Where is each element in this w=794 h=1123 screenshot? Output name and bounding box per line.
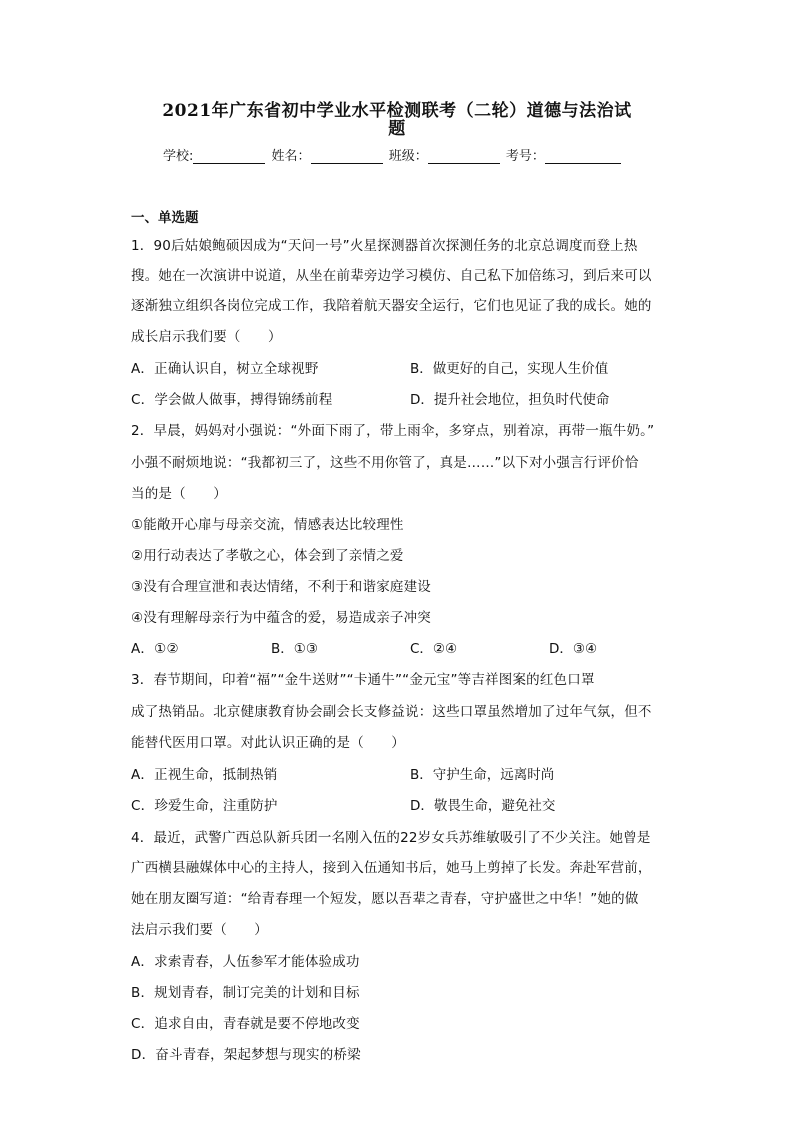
q4-option-a: A．求索青春，人伍参军才能体验成功 [131, 954, 360, 970]
q3-stem-line3: 能替代医用口罩。对此认识正确的是（ ） [131, 735, 405, 751]
q1-option-c: C．学会做人做事，搏得锦绣前程 [131, 392, 333, 408]
q4-stem-line4: 法启示我们要（ ） [131, 922, 268, 938]
q4-stem-line3: 她在朋友圈写道：“给青春理一个短发，愿以吾辈之青春，守护盛世之中华！”她的做 [131, 891, 639, 907]
q4-stem-line2: 广西横县融媒体中心的主持人，接到入伍通知书后，她马上剪掉了长发。奔赴军营前， [131, 860, 652, 876]
q2-option-a: A．①② [131, 641, 179, 657]
school-label: 学校: [163, 149, 194, 164]
number-field[interactable] [545, 149, 621, 164]
q3-stem-line2: 成了热销品。北京健康教育协会副会长支修益说：这些口罩虽然增加了过年气氛，但不 [131, 704, 652, 720]
page-title-line2: 题 [388, 119, 406, 139]
q4-option-b: B．规划青春，制订完美的计划和目标 [131, 985, 360, 1001]
q2-option-b: B．①③ [271, 641, 318, 657]
page-title-line1: 2021年广东省初中学业水平检测联考（二轮）道德与法治试 [162, 101, 632, 121]
q1-option-a: A．正确认识自，树立全球视野 [131, 361, 319, 377]
q2-statement-3: ③没有合理宣泄和表达情绪，不利于和谐家庭建设 [131, 579, 432, 595]
q4-option-d: D．奋斗青春，架起梦想与现实的桥梁 [131, 1047, 361, 1063]
q2-stem-line3: 当的是（ ） [131, 486, 227, 502]
q3-option-b: B．守护生命，远离时尚 [410, 767, 555, 783]
q3-option-d: D．敬畏生命，避免社交 [410, 798, 556, 814]
q2-option-d: D．③④ [549, 641, 598, 657]
q3-option-c: C．珍爱生命，注重防护 [131, 798, 278, 814]
class-label: 班级： [388, 149, 428, 164]
q4-option-c: C．追求自由，青春就是要不停地改变 [131, 1016, 360, 1032]
q2-option-c: C．②④ [410, 641, 458, 657]
q2-statement-2: ②用行动表达了孝敬之心，体会到了亲情之爱 [131, 548, 404, 564]
q1-stem-line1: 1．90后姑娘鲍硕因成为“天问一号”火星探测器首次探测任务的北京总调度而登上热 [131, 238, 638, 254]
q4-stem-line1: 4．最近，武警广西总队新兵团一名刚入伍的22岁女兵苏维敏吸引了不少关注。她曾是 [131, 830, 651, 846]
q1-option-b: B．做更好的自己，实现人生价值 [410, 361, 609, 377]
student-info-row [163, 145, 663, 164]
number-label: 考号： [505, 149, 545, 164]
q1-stem-line3: 逐渐独立组织各岗位完成工作，我陪着航天器安全运行，它们也见证了我的成长。她的 [131, 298, 652, 314]
q3-stem-line1: 3．春节期间，印着“福”“金牛送财”“卡通牛”“金元宝”等吉祥图案的红色口罩 [131, 672, 595, 688]
q2-statement-1: ①能敞开心扉与母亲交流，情感表达比较理性 [131, 517, 404, 533]
class-field[interactable] [428, 149, 500, 164]
q2-stem-line2: 小强不耐烦地说：“我都初三了，这些不用你管了，真是……”以下对小强言行评价恰 [131, 455, 639, 471]
q3-option-a: A．正视生命，抵制热销 [131, 767, 278, 783]
q2-stem-line1: 2．早晨，妈妈对小强说：“外面下雨了，带上雨伞，多穿点，别着凉，再带一瓶牛奶。” [131, 423, 655, 439]
name-field[interactable] [311, 149, 383, 164]
section-heading: 一、单选题 [131, 210, 199, 226]
name-label: 姓名： [271, 149, 311, 164]
q1-stem-line2: 搜。她在一次演讲中说道，从坐在前辈旁边学习模仿、自己私下加倍练习，到后来可以 [131, 268, 652, 284]
q1-stem-line4: 成长启示我们要（ ） [131, 329, 282, 345]
school-field[interactable] [193, 149, 265, 164]
q1-option-d: D．提升社会地位，担负时代使命 [410, 392, 610, 408]
q2-statement-4: ④没有理解母亲行为中蕴含的爱，易造成亲子冲突 [131, 610, 432, 626]
